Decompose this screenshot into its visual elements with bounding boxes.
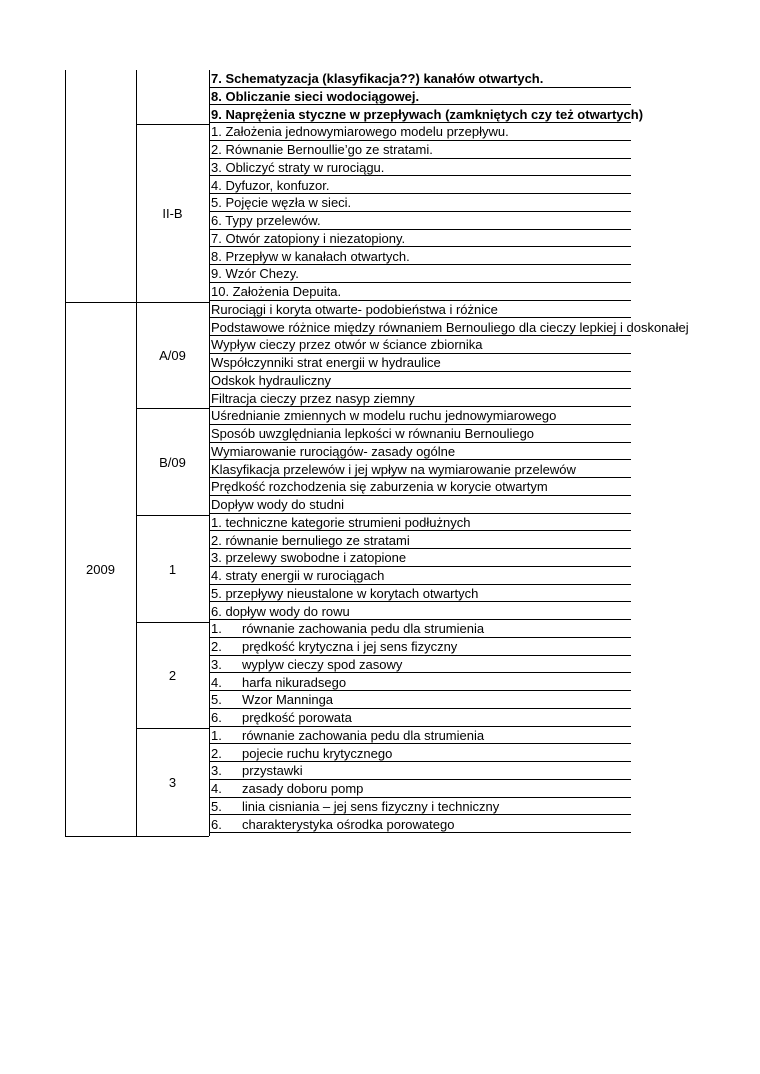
table-row bbox=[209, 407, 631, 425]
table-row bbox=[209, 478, 631, 496]
left-border bbox=[65, 70, 66, 836]
table-row bbox=[209, 301, 631, 319]
group-label-a09: A/09 bbox=[159, 348, 186, 363]
row-text: 5. przepływy nieustalone w korytach otwartych bbox=[211, 585, 479, 601]
table-row bbox=[209, 691, 631, 709]
row-text: charakterystyka ośrodka porowatego bbox=[242, 816, 455, 832]
group-label-3: 3 bbox=[168, 775, 177, 790]
row-text: Odskok hydrauliczny bbox=[211, 372, 331, 388]
table-row bbox=[209, 390, 631, 408]
row-text: 7. Schematyzacja (klasyfikacja??) kanałów otwartych. bbox=[211, 71, 544, 86]
table-row bbox=[209, 265, 631, 283]
item-number: 2. bbox=[211, 745, 222, 761]
table-row bbox=[209, 798, 631, 816]
group-separator bbox=[136, 408, 209, 409]
table-row bbox=[209, 727, 631, 745]
item-number: 4. bbox=[211, 674, 222, 690]
table-row bbox=[209, 762, 631, 780]
table-row bbox=[209, 159, 631, 177]
item-number: 2. bbox=[211, 639, 222, 654]
table-row bbox=[209, 745, 631, 763]
table-row bbox=[209, 106, 644, 124]
table-row bbox=[209, 496, 631, 514]
table-row bbox=[209, 319, 689, 337]
table-row bbox=[209, 354, 631, 372]
group-separator bbox=[136, 124, 209, 125]
row-text: Wypływ cieczy przez otwór w ściance zbiornika bbox=[211, 337, 483, 353]
item-number: 1. bbox=[211, 621, 222, 637]
table-row bbox=[209, 230, 631, 248]
row-text: 10. Założenia Depuita. bbox=[211, 284, 342, 299]
row-text: równanie zachowania pedu dla strumienia bbox=[242, 621, 485, 637]
table-row bbox=[209, 425, 631, 443]
table-row bbox=[209, 212, 631, 230]
row-text: przystawki bbox=[242, 763, 303, 779]
table-row bbox=[209, 656, 631, 674]
table-row bbox=[209, 123, 631, 141]
row-text: Podstawowe różnice między równaniem Bernouliego dla cieczy lepkiej i doskonałej bbox=[211, 319, 689, 335]
row-text: 3. przelewy swobodne i zatopione bbox=[211, 550, 407, 566]
row-text: prędkość porowata bbox=[242, 710, 352, 725]
row-text: 1. techniczne kategorie strumieni podłużnych bbox=[211, 514, 471, 530]
table-row bbox=[209, 461, 631, 479]
row-text: Wymiarowanie rurociągów- zasady ogólne bbox=[211, 443, 456, 459]
group-separator bbox=[136, 515, 209, 516]
group-label-2: 2 bbox=[168, 668, 177, 683]
table-row bbox=[209, 674, 631, 692]
group-separator bbox=[136, 728, 209, 729]
row-text: 8. Przepływ w kanałach otwartych. bbox=[211, 248, 410, 264]
row-text: Wzor Manninga bbox=[242, 692, 334, 708]
row-text: Prędkość rozchodzenia się zaburzenia w korycie otwartym bbox=[211, 479, 548, 495]
row-text: Dopływ wody do studni bbox=[211, 497, 344, 512]
item-number: 6. bbox=[211, 710, 222, 725]
row-text: pojecie ruchu krytycznego bbox=[242, 745, 393, 761]
row-text: Uśrednianie zmiennych w modelu ruchu jednowymiarowego bbox=[211, 408, 557, 424]
row-text: Rurociągi i koryta otwarte- podobieństwa i różnice bbox=[211, 301, 498, 317]
row-text: harfa nikuradsego bbox=[242, 674, 347, 690]
group-label-b09: B/09 bbox=[159, 455, 186, 470]
row-text: 5. Pojęcie węzła w sieci. bbox=[211, 195, 352, 211]
row-text: Współczynniki strat energii w hydraulice bbox=[211, 355, 441, 370]
table-row bbox=[209, 549, 631, 567]
table-row bbox=[209, 514, 631, 532]
row-text: zasady doboru pomp bbox=[242, 781, 364, 796]
table-row bbox=[209, 620, 631, 638]
table-row bbox=[209, 194, 631, 212]
row-text: 2. Równanie Bernoullie’go ze stratami. bbox=[211, 142, 433, 157]
table-row bbox=[209, 177, 631, 195]
table-row bbox=[209, 141, 631, 159]
table-row bbox=[209, 567, 631, 585]
row-text: 4. Dyfuzor, konfuzor. bbox=[211, 177, 330, 193]
item-number: 4. bbox=[211, 781, 222, 796]
group-label-iib: II-B bbox=[162, 206, 183, 221]
item-number: 3. bbox=[211, 763, 222, 779]
table-row bbox=[209, 780, 631, 798]
row-text: równanie zachowania pedu dla strumienia bbox=[242, 727, 485, 743]
group-label-1: 1 bbox=[168, 562, 177, 577]
item-number: 5. bbox=[211, 692, 222, 708]
year-separator bbox=[65, 302, 209, 303]
row-text: 6. Typy przelewów. bbox=[211, 213, 321, 228]
table-row bbox=[209, 585, 631, 603]
row-text: 8. Obliczanie sieci wodociągowej. bbox=[211, 88, 420, 104]
row-text: wyplyw cieczy spod zasowy bbox=[242, 656, 403, 672]
year-label: 2009 bbox=[86, 562, 115, 577]
item-number: 5. bbox=[211, 798, 222, 814]
group-separator bbox=[136, 622, 209, 623]
row-text: linia cisniania – jej sens fizyczny i techniczny bbox=[242, 798, 500, 814]
row-text: 1. Założenia jednowymiarowego modelu przepływu. bbox=[211, 124, 509, 140]
table-row bbox=[209, 603, 631, 621]
table-row bbox=[209, 709, 631, 727]
table-row bbox=[209, 88, 631, 106]
item-number: 1. bbox=[211, 727, 222, 743]
item-number: 6. bbox=[211, 816, 222, 832]
row-text: 6. dopływ wody do rowu bbox=[211, 603, 350, 619]
table-row bbox=[209, 638, 631, 656]
table-row bbox=[209, 816, 631, 834]
row-text: Klasyfikacja przelewów i jej wpływ na wymiarowanie przelewów bbox=[211, 461, 576, 477]
table-row bbox=[209, 532, 631, 550]
table-row bbox=[209, 372, 631, 390]
row-text: 4. straty energii w rurociągach bbox=[211, 568, 385, 583]
row-text: 2. równanie bernuliego ze stratami bbox=[211, 532, 410, 548]
row-text: Sposób uwzględniania lepkości w równaniu Bernouliego bbox=[211, 426, 535, 441]
row-text: prędkość krytyczna i jej sens fizyczny bbox=[242, 639, 458, 654]
table-row bbox=[209, 248, 631, 266]
table-row bbox=[209, 70, 631, 88]
table-row bbox=[209, 283, 631, 301]
table-row bbox=[209, 336, 631, 354]
item-number: 3. bbox=[211, 656, 222, 672]
row-text: Filtracja cieczy przez nasyp ziemny bbox=[211, 390, 415, 406]
table-bottom-border bbox=[65, 836, 209, 837]
row-text: 3. Obliczyć straty w rurociągu. bbox=[211, 159, 385, 175]
row-text: 9. Wzór Chezy. bbox=[211, 266, 299, 282]
row-text: 9. Naprężenia styczne w przepływach (zamkniętych czy też otwartych) bbox=[211, 106, 644, 122]
row-text: 7. Otwór zatopiony i niezatopiony. bbox=[211, 230, 406, 246]
year-column-divider bbox=[136, 70, 137, 836]
table-row bbox=[209, 443, 631, 461]
